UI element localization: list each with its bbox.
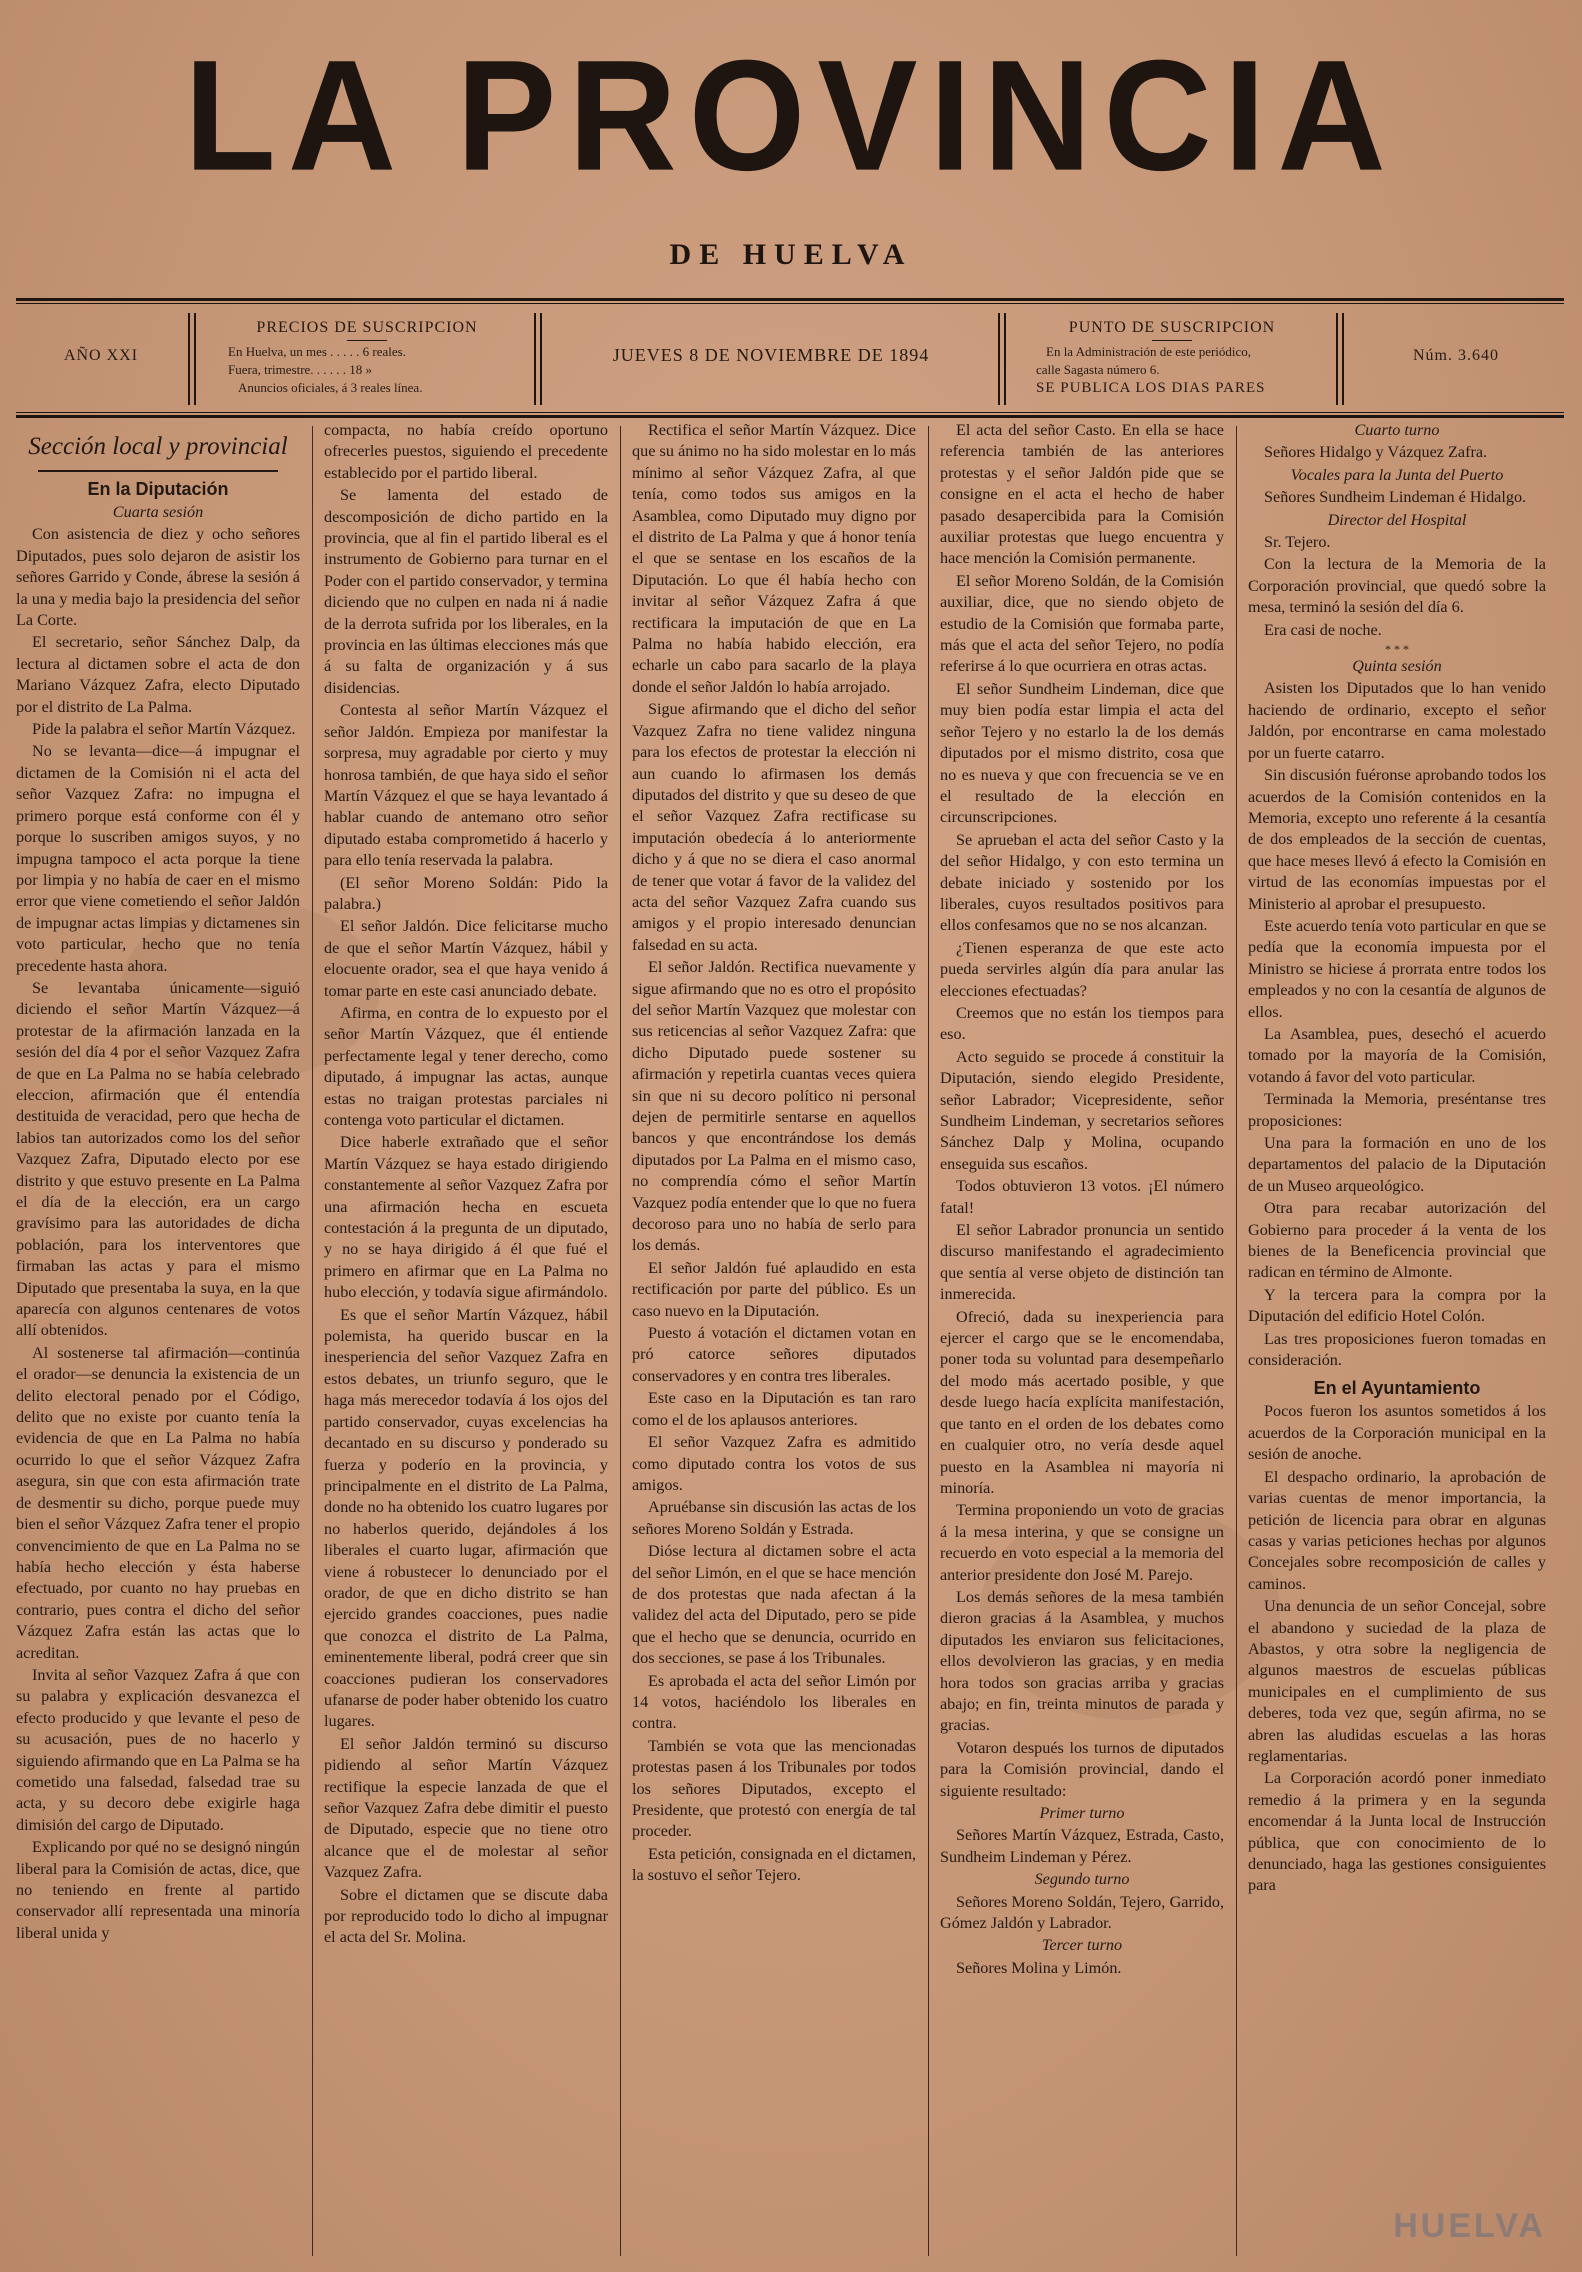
- paragraph: Y la tercera para la compra por la Diputación del edificio Hotel Colón.: [1248, 1285, 1546, 1326]
- paragraph: Es que el señor Martín Vázquez, hábil polemista, ha querido buscar en la inesperiencia del señor Vazquez Zafra en estos debates, un triunfo seguro, que le haga más merecedor todavía á los ojos del partido conservador, cuyas excelencias ha decantado en su discurso y ponderado su fuerza y poderío en la provincia, y principalmente en el distrito de La Palma, donde no ha obtenido los cuatro lugares por no haberlos querido, dejándoles á los liberales el cuarto lugar, afirmación que viene á robustecer lo denunciado por el orador, de que en dicho distrito se han ejercido grandes coacciones, pues nadie que conozca el distrito de La Palma, eminentemente liberal, podrá creer que sin coacciones pudieran los conservadores ufanarse de poder haber obtenido los cuatro lugares.: [324, 1305, 608, 1731]
- watermark-logo: HUELVA: [1393, 2207, 1546, 2245]
- separator: [194, 313, 196, 405]
- subscription-title: PRECIOS DE SUSCRIPCION: [256, 319, 478, 336]
- paragraph: Pide la palabra el señor Martín Vázquez.: [32, 720, 296, 739]
- session-label: Quinta sesión: [1352, 657, 1442, 676]
- column-separator: [928, 426, 929, 2256]
- info-bar: [16, 305, 1564, 410]
- paragraph: ¿Tienen esperanza de que este acto pueda servirles algún día para anular las elecciones efectuadas?: [940, 938, 1224, 1000]
- turn-label: Segundo turno: [1034, 1870, 1130, 1889]
- column-separator: [312, 426, 313, 2256]
- turn-text: Señores Hidalgo y Vázquez Zafra.: [1264, 443, 1488, 462]
- paragraph: La Corporación acordó poner inmediato remedio á la primera y en la segunda encomendar á la Junta local de Instrucción pública, que con conocimiento de lo denunciado, haga las gestiones consiguientes para: [1248, 1769, 1546, 1895]
- paragraph: Invita al señor Vazquez Zafra á que con su palabra y explicación desvanezca el efecto producido y que levante el peso de su acusación, pues de no hacerlo y siguiendo afirmando que en La Palma se ha cometido una falsedad, falsedad trae su acta, y su decoro debe exigirle haga dimisión del cargo de Diputado.: [16, 1665, 300, 1834]
- separator-stars: * * *: [1385, 642, 1409, 657]
- point-line: SE PUBLICA LOS DIAS PARES: [1036, 380, 1266, 396]
- paragraph: Con la lectura de la Memoria de la Corporación provincial, que quedó sobre la mesa, terminó la sesión del día 6.: [1248, 555, 1546, 617]
- paragraph: El señor Jaldón. Rectifica nuevamente y sigue afirmando que no es otro el propósito del señor Martín Vazquez que molestar con sus reticencias al señor Vazquez Zafra: que dicho Diputado puede sostener su afirmación y repetirla cuantas veces quiera sin que ni su decoro político ni personal dejen de permitirle sentarse en aquellos bancos y que encontrándose los demás diputados por La Palma en el mismo caso, no comprendía cómo el señor Martín Vazquez podía entender que lo que no fuera decoroso para uno no había de serlo para los demás.: [632, 958, 916, 1255]
- subscription-point-cell: [1012, 305, 1332, 410]
- number-cell: [1348, 305, 1564, 410]
- paragraph: Este caso en la Diputación es tan raro como el de los aplausos anteriores.: [632, 1389, 916, 1429]
- separator: [1342, 313, 1344, 405]
- paragraph: Era casi de noche.: [1264, 620, 1382, 639]
- paragraph: Acto seguido se procede á constituir la Diputación, siendo elegido Presidente, señor Labrador; Vicepresidente, señor Sundheim Lindeman, y secretarios señores Sánchez Dalp y Molina, ocupando enseguida sus escaños.: [940, 1047, 1224, 1173]
- paragraph: Sobre el dictamen que se discute daba por reproducido todo lo dicho al impugnar el acta del Sr. Molina.: [324, 1885, 608, 1947]
- top-rule-thin: [16, 303, 1564, 304]
- top-rule: [16, 298, 1564, 301]
- paragraph: Este acuerdo tenía voto particular en que se pedía que la economía impuesta por el Ministro se hiciese á prorrata entre todos los empleados y no con la cesantía de algunos de ellos.: [1248, 916, 1546, 1021]
- paragraph: Rectifica el señor Martín Vázquez. Dice que su ánimo no ha sido molestar en lo más mínimo al señor Vázquez Zafra, al que tenía, como todos sus amigos en la Asamblea, como Diputado muy digno por el distrito de La Palma y que á honor tenía el que se sentase en los escaños de la Diputación. Lo que él había hecho con invitar al señor Vázquez Zafra á que rectificara la imputación de que en La Palma no había habido elección, era echarle un cabo para sacarlo de la playa donde el señor Jaldón lo había arrojado.: [632, 421, 916, 696]
- column-4: [940, 420, 1224, 2260]
- point-line: calle Sagasta número 6.: [1036, 362, 1160, 377]
- paragraph: Otra para recabar autorización del Gobierno para proceder á la venta de los bienes de la Beneficencia provincial que radican en término de Almonte.: [1248, 1199, 1546, 1282]
- point-title: PUNTO DE SUSCRIPCION: [1068, 319, 1276, 336]
- session-label: Cuarta sesión: [112, 503, 204, 521]
- paragraph: Los demás señores de la mesa también dieron gracias á la Asamblea, y muchos diputados les enviaron sus felicitaciones, ellos devolvieron las gracias, y en media hora todos son gracias arriba y gracias abajo; en fin, treinta minutos de parada y gracias.: [940, 1587, 1224, 1735]
- turn-label: Primer turno: [1039, 1804, 1125, 1822]
- paragraph: Dice haberle extrañado que el señor Martín Vázquez se haya estado dirigiendo constantemente al señor Vazquez Zafra por una afirmación hecha en escueta contestación á la pregunta de un diputado, y no se haya dirigido á él que fué el primero en afirmar que en La Palma no hubo elección, y todavía sigue afirmándolo.: [324, 1133, 608, 1302]
- rule: [38, 470, 278, 472]
- paragraph: Se aprueban el acta del señor Casto y la del señor Hidalgo, y con esto termina un debate iniciado y sostenido por los liberales, cuyos resultados positivos para ellos confesamos que no se nos alcanzan.: [940, 830, 1224, 935]
- turn-label: Cuarto turno: [1354, 421, 1440, 439]
- paragraph: compacta, no había creído oportuno ofrecerles puestos, siguiendo el precedente establecido por el partido liberal.: [324, 421, 608, 482]
- rule: [347, 340, 387, 341]
- column-2: [324, 420, 608, 2260]
- paragraph: Creemos que no están los tiempos para eso.: [940, 1003, 1224, 1044]
- separator: [534, 313, 536, 405]
- masthead-subtitle: DE HUELVA: [669, 238, 913, 271]
- paragraph: El señor Vazquez Zafra es admitido como diputado contra los votos de sus amigos.: [632, 1433, 916, 1494]
- director-label: Director del Hospital: [1327, 510, 1467, 529]
- paragraph: Las tres proposiciones fueron tomadas en consideración.: [1248, 1329, 1546, 1370]
- column-separator: [1236, 426, 1237, 2256]
- column-separator: [620, 426, 621, 2256]
- junta-text: Señores Sundheim Lindeman é Hidalgo.: [1264, 488, 1527, 507]
- paragraph: Pocos fueron los asuntos sometidos á los acuerdos de la Corporación municipal en la sesión de anoche.: [1248, 1402, 1546, 1464]
- heading-diputacion: En la Diputación: [87, 479, 229, 499]
- date-cell: [546, 305, 996, 410]
- turn-text: Señores Martín Vázquez, Estrada, Casto, Sundheim Lindeman y Pérez.: [940, 1826, 1224, 1866]
- paragraph: También se vota que las mencionadas protestas pasen á los Tribunales por todos los señores Diputados, excepto el Presidente, que protestó con energía de tal proceder.: [632, 1736, 916, 1841]
- junta-label: Vocales para la Junta del Puerto: [1290, 465, 1504, 484]
- separator: [998, 313, 1000, 405]
- year-label: AÑO XXI: [63, 347, 139, 364]
- turn-text: Señores Molina y Limón.: [956, 1958, 1122, 1977]
- paragraph: Esta petición, consignada en el dictamen, la sostuvo el señor Tejero.: [632, 1844, 916, 1885]
- paragraph: La Asamblea, pues, desechó el acuerdo tomado por la mayoría de la Comisión, votando á favor del voto particular.: [1248, 1024, 1546, 1086]
- paragraph: Apruébanse sin discusión las actas de los señores Moreno Soldán y Estrada.: [632, 1498, 916, 1538]
- paragraph: El señor Jaldón. Dice felicitarse mucho de que el señor Martín Vázquez, hábil y elocuente orador, sea el que haya venido á tomar parte en este casi anunciado debate.: [324, 917, 608, 1000]
- subscription-line: Fuera, trimestre. . . . . . 18 »: [228, 362, 373, 377]
- heading-ayuntamiento: En el Ayuntamiento: [1313, 1378, 1481, 1399]
- paragraph: Termina proponiendo un voto de gracias á la mesa interina, y que se consigne un recuerdo en voto especial a la memoria del anterior presidente don José M. Parejo.: [940, 1501, 1224, 1584]
- subscription-line: Anuncios oficiales, á 3 reales línea.: [238, 380, 423, 395]
- paragraph: Una para la formación en uno de los departamentos del palacio de la Diputación de un Museo arqueológico.: [1248, 1134, 1546, 1195]
- paragraph: Con asistencia de diez y ocho señores Diputados, pues solo dejaron de asistir los señores Garrido y Conde, ábrese la sesión á la una y media bajo la presidencia del señor La Corte.: [16, 525, 300, 630]
- issue-date: JUEVES 8 DE NOVIEMBRE DE 1894: [612, 345, 930, 365]
- bottom-rule-thin: [16, 412, 1564, 413]
- bottom-rule: [16, 415, 1564, 418]
- point-line: En la Administración de este periódico,: [1046, 344, 1252, 359]
- rule: [1152, 340, 1192, 341]
- paragraph: Es aprobada el acta del señor Limón por 14 votos, haciéndolo los liberales en contra.: [632, 1671, 916, 1733]
- paragraph: Afirma, en contra de lo expuesto por el señor Martín Vázquez, que él entiende perfectamente legal y tener derecho, como diputado, á impugnar las actas, aunque estas no traigan protestas parciales ni contenga voto particular el dictamen.: [324, 1003, 608, 1129]
- paragraph: El señor Labrador pronuncia un sentido discurso manifestando el agradecimiento que sentía al verse objeto de distinción tan inmerecida.: [940, 1221, 1224, 1304]
- separator: [1336, 313, 1338, 405]
- paragraph: Ofreció, dada su inexperiencia para ejercer el cargo que se le encomendaba, poner toda su voluntad para desempeñarlo del modo más acertado posible, y que desde luego hacía explícita manifestación, que tanto en el orden de los debates como en cualquier otro, no vería desde aquel puesto en la Asamblea ni mayoría ni minoría.: [940, 1307, 1224, 1497]
- subscription-cell: [202, 305, 532, 410]
- paragraph: Se levantaba únicamente—siguió diciendo el señor Martín Vázquez—á protestar de la afirmación lanzada en la sesión del día 4 por el señor Vazquez Zafra de que en La Palma no se había celebrado eleccion, afirmación que él entendía destituida de veracidad, pero que hecha de labios tan autorizados como los del señor Vazquez Zafra, Diputado electo por ese distrito y que estuvo presente en La Palma el día de la elección, era un cargo gravísimo para las autoridades de dicha población, para los interventores que firmaban las actas y para el mismo Diputado que presentaba la suya, en la que aparecía con algunos centenares de votos allí obtenidos.: [16, 978, 300, 1340]
- turn-text: Señores Moreno Soldán, Tejero, Garrido, Gómez Jaldón y Labrador.: [940, 1892, 1224, 1933]
- section-title: Sección local y provincial: [28, 433, 288, 460]
- separator: [188, 313, 190, 405]
- paragraph: Asisten los Diputados que lo han venido haciendo de ordinario, excepto el señor Jaldón, por encontrarse en cama molestado por un fuerte catarro.: [1248, 679, 1546, 762]
- subscription-line: En Huelva, un mes . . . . . 6 reales.: [228, 344, 406, 359]
- separator: [540, 313, 542, 405]
- paragraph: Sigue afirmando que el dicho del señor Vazquez Zafra no tiene validez ninguna para los efectos de protestar la elección ni aun cuando lo afirmasen los demás diputados del distrito y que su deseo de que el señor Vazquez Zafra rectificase su imputación obedecía á lo anteriormente dicho y á que no se diera el caso anormal de tener que votar á favor de la validez del acta del señor Vazquez Zafra cuando sus amigos y el propio interesado denuncian falsedad en su acta.: [632, 700, 916, 954]
- paragraph: El señor Jaldón fué aplaudido en esta rectificación por parte del público. Es un caso nuevo en la Diputación.: [632, 1258, 916, 1320]
- paragraph: Al sostenerse tal afirmación—continúa el orador—se denuncia la existencia de un delito electoral penado por el Código, delito que no existe por cuanto tenía la evidencia de que en La Palma no había ocurrido lo que el señor Vázquez Zafra asegura, sin que con esta afirmación trate de desmentir su dicho, porque puede muy bien el señor Vázquez Zafra tener el propio convencimiento de que en La Palma no se había hecho elección y ésta haberse efectuado, por cuanto no hay pruebas en contrario, pues contra el dicho del señor Vázquez Zafra están las actas que lo acreditan.: [16, 1343, 300, 1662]
- column-3: [632, 420, 916, 2260]
- paragraph: El despacho ordinario, la aprobación de varias cuentas de menor importancia, la petición de licencia para obrar en algunas casas y varias peticiones hechas por algunos Concejales sobre recomposición de calles y caminos.: [1248, 1467, 1546, 1593]
- article-columns: [16, 420, 1564, 2260]
- paragraph: Votaron después los turnos de diputados para la Comisión provincial, dando el siguiente resultado:: [940, 1738, 1224, 1800]
- paragraph: El secretario, señor Sánchez Dalp, da lectura al dictamen sobre el acta de don Mariano Vázquez Zafra, electo Diputado por el distrito de La Palma.: [16, 633, 300, 716]
- paragraph: Una denuncia de un señor Concejal, sobre el abandono y suciedad de la plaza de Abastos, y otra sobre la negligencia de algunos maestros de escuelas públicas municipales en el cumplimiento de sus deberes, toda vez que, según afirma, no se abren las aludidas escuelas a las horas reglamentarias.: [1248, 1597, 1546, 1765]
- paragraph: Puesto á votación el dictamen votan en pró catorce señores diputados conservadores y en contra tres liberales.: [632, 1324, 916, 1385]
- turn-label: Tercer turno: [1041, 1936, 1123, 1955]
- paragraph: El señor Sundheim Lindeman, dice que muy bien podía estar limpia el acta del señor Tejero y no estarlo la de los demás diputados por el mismo distrito, cosa que no es nueva y que con frecuencia se ve en el resultado de la elección en circunscripciones.: [940, 679, 1224, 827]
- paragraph: El acta del señor Casto. En ella se hace referencia también de las anteriores protestas y el señor Jaldón pide que se consigne en el acta el hecho de haber pasado desapercibida para la Comisión auxiliar protestas que luego encuentra y hace mención la Comisión permanente.: [940, 421, 1224, 568]
- paragraph: Todos obtuvieron 13 votos. ¡El número fatal!: [940, 1177, 1224, 1217]
- paragraph: (El señor Moreno Soldán: Pido la palabra.): [324, 873, 608, 913]
- masthead-title: LA PROVINCIA: [184, 26, 1398, 204]
- column-5: [1248, 420, 1546, 2260]
- paragraph: El señor Jaldón terminó su discurso pidiendo al señor Martín Vázquez rectifique la especie lanzada de que el señor Vazquez Zafra debe dimitir el puesto de Diputado, especie que no tiene otro alcance que el de molestar al señor Vazquez Zafra.: [324, 1734, 608, 1882]
- paragraph: Sin discusión fuéronse aprobando todos los acuerdos de la Comisión contenidos en la Memoria, excepto uno referente á la cesantía de dos empleados de la sección de cuentas, que hace meses llevó á efecto la Comisión en virtud de las economías impuestas por el Ministerio al aprobar el presupuesto.: [1248, 766, 1546, 913]
- paragraph: No se levanta—dice—á impugnar el dictamen de la Comisión ni el acta del señor Vazquez Zafra: no impugna el primero porque está conforme con él y porque lo suscriben amigos suyos, y no impugna tampoco el acta porque la tiene por limpia y no había de caer en el mismo error que viene cometiendo el señor Jaldón de impugnar actas limpias y dictamenes sin voto particular, hecho que no tenía precedente hasta ahora.: [16, 742, 300, 975]
- paragraph: Terminada la Memoria, preséntanse tres proposiciones:: [1248, 1090, 1546, 1130]
- paragraph: El señor Moreno Soldán, de la Comisión auxiliar, dice, que no siendo objeto de estudio de la Comisión que formaba parte, más que el acta del señor Tejero, no podía referirse á lo que ocurriera en otras actas.: [940, 571, 1224, 676]
- year-cell: [16, 305, 186, 410]
- paragraph: Explicando por qué no se designó ningún liberal para la Comisión de actas, dice, que no teniendo en frente al partido conservador allí representada una minoría liberal unida y: [16, 1838, 300, 1942]
- paragraph: Dióse lectura al dictamen sobre el acta del señor Limón, en el que se hace mención de dos protestas que nada afectan á la validez del acta del Diputado, pero se pide que el hecho que se denuncia, ocurrido en dos secciones, se pase á los Tribunales.: [632, 1542, 916, 1668]
- column-1: [16, 420, 300, 2260]
- paragraph: Contesta al señor Martín Vázquez el señor Jaldón. Empieza por manifestar la sorpresa, muy agradable por cierto y muy honrosa también, de que haya sido el señor Martín Vázquez el que se haya levantado á hablar cuando de antemano otro señor diputado estaba comprometido á hacerlo y para ello tenía reservada la palabra.: [324, 701, 608, 870]
- issue-number: Núm. 3.640: [1413, 347, 1499, 364]
- paragraph: Se lamenta del estado de descomposición de dicho partido en la provincia, que al fin el partido liberal es el instrumento de Gobierno para turnar en el Poder con el partido conservador, y termina diciendo que no culpen en nada ni á nadie de la derrota sufrida por los liberales, en la provincia en las últimas elecciones más que á su falta de organización y á sus disidencias.: [324, 486, 608, 697]
- director-text: Sr. Tejero.: [1264, 533, 1331, 552]
- separator: [1004, 313, 1006, 405]
